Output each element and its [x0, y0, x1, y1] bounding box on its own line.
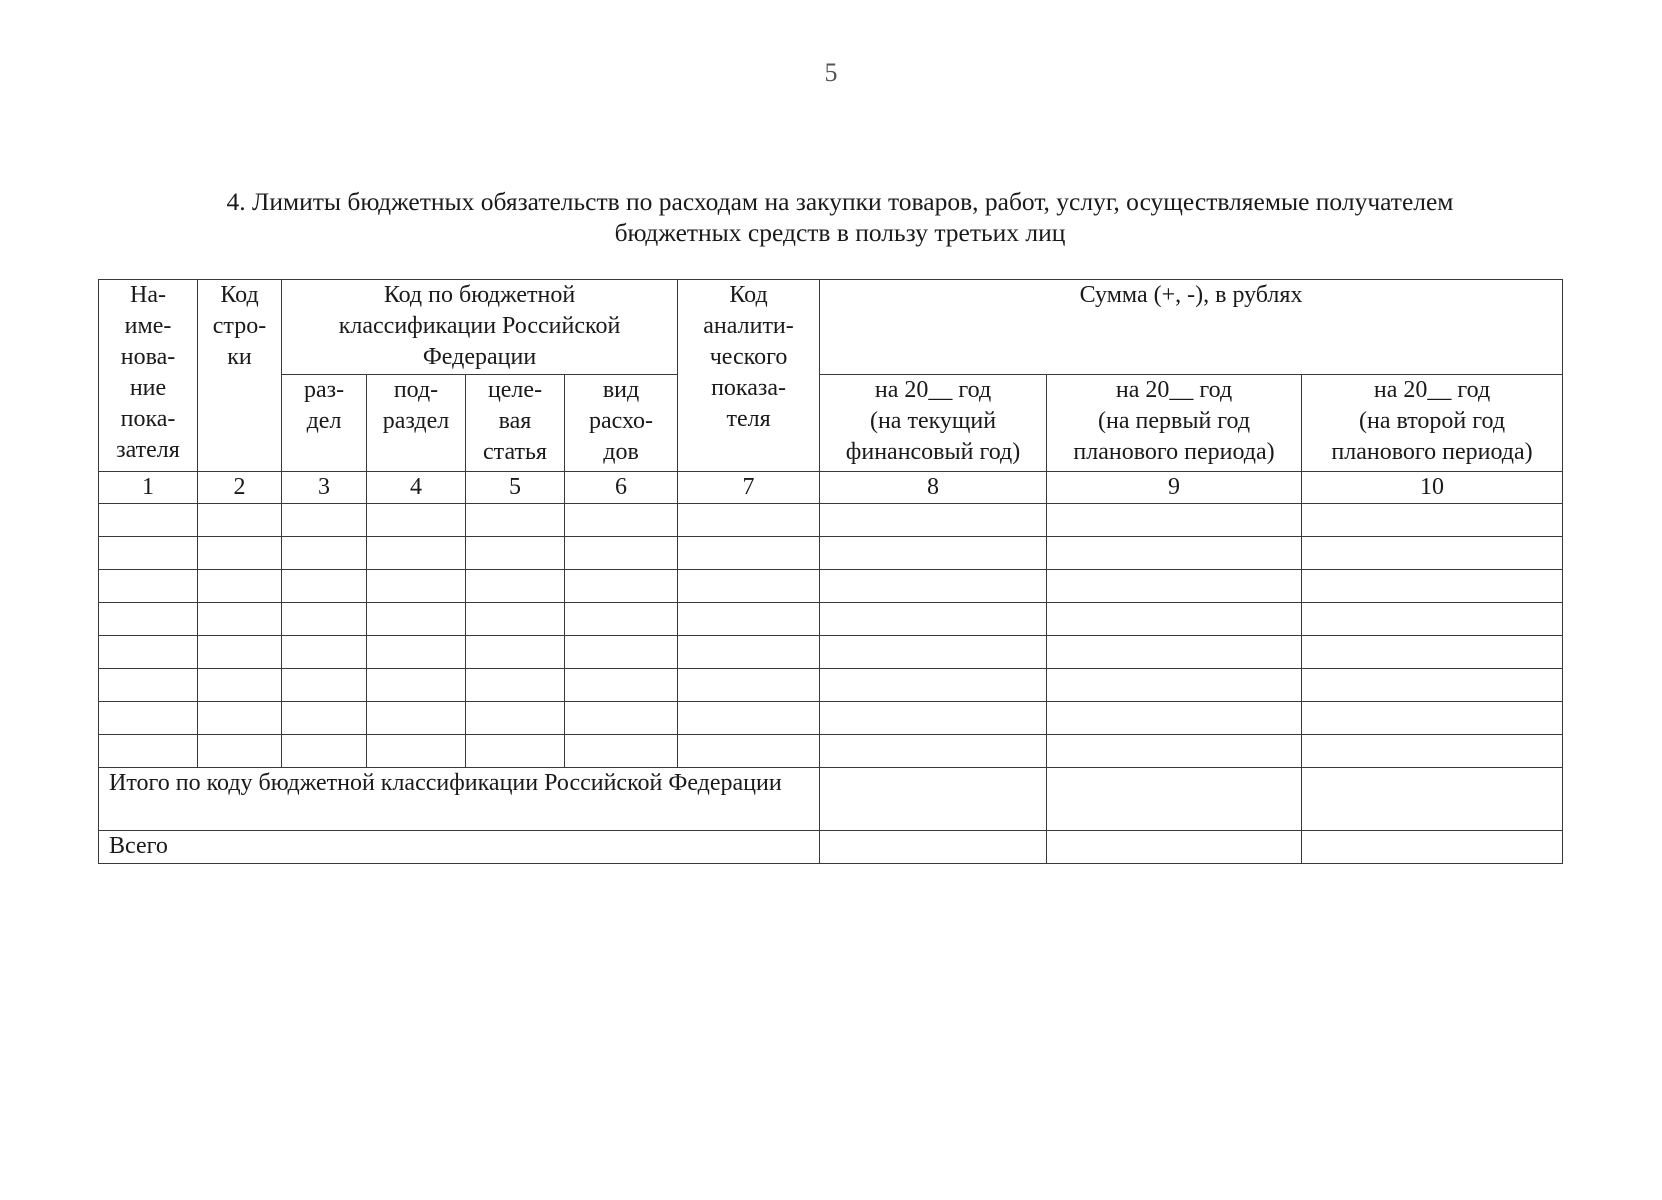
header-line: ки	[227, 344, 252, 370]
table-cell[interactable]	[282, 537, 367, 570]
header-line: ческого	[709, 344, 788, 370]
table-cell[interactable]	[820, 537, 1047, 570]
header-line: пока-	[120, 406, 176, 432]
header-bk-code	[282, 280, 678, 375]
grand-total-label: Всего	[99, 831, 820, 864]
table-cell[interactable]	[820, 669, 1047, 702]
section-title	[100, 186, 1580, 248]
table-row	[99, 702, 1563, 735]
grand-total-cell-current-year[interactable]	[820, 831, 1047, 864]
total-cell-current-year[interactable]	[820, 768, 1047, 831]
table-cell[interactable]	[466, 537, 565, 570]
table-cell[interactable]	[820, 735, 1047, 768]
header-line: Код по бюджетной	[383, 282, 576, 308]
table-cell[interactable]	[282, 636, 367, 669]
table-cell[interactable]	[198, 735, 282, 768]
table-cell[interactable]	[565, 603, 678, 636]
table-cell[interactable]	[99, 504, 198, 537]
table-cell[interactable]	[466, 669, 565, 702]
table-cell[interactable]	[282, 669, 367, 702]
table-cell[interactable]	[565, 669, 678, 702]
table-cell[interactable]	[1047, 504, 1302, 537]
total-bk-label: Итого по коду бюджетной классификации Российской Федерации	[99, 768, 820, 831]
table-row	[99, 735, 1563, 768]
table-cell[interactable]	[198, 702, 282, 735]
table-cell[interactable]	[565, 636, 678, 669]
table-cell[interactable]	[367, 504, 466, 537]
table-cell[interactable]	[1302, 669, 1563, 702]
table-cell[interactable]	[367, 603, 466, 636]
total-cell-first-year[interactable]	[1047, 768, 1302, 831]
table-cell[interactable]	[820, 702, 1047, 735]
header-line: расхо-	[588, 408, 654, 434]
table-cell[interactable]	[198, 636, 282, 669]
table-cell[interactable]	[565, 570, 678, 603]
table-cell[interactable]	[1047, 636, 1302, 669]
table-cell[interactable]	[678, 603, 820, 636]
table-cell[interactable]	[1047, 537, 1302, 570]
column-number: 1	[99, 472, 198, 504]
table-cell[interactable]	[678, 669, 820, 702]
header-section	[282, 375, 367, 472]
section-title-line-1: 4. Лимиты бюджетных обязательств по расходам на закупки товаров, работ, услуг, осуществляемые получателем	[226, 187, 1454, 216]
table-cell[interactable]	[367, 735, 466, 768]
total-bk-row	[99, 768, 1563, 831]
grand-total-row	[99, 831, 1563, 864]
table-cell[interactable]	[1047, 735, 1302, 768]
header-year-current	[820, 375, 1047, 472]
header-subsection	[367, 375, 466, 472]
column-number: 7	[678, 472, 820, 504]
header-line: на 20__ год	[1115, 377, 1233, 403]
table-cell[interactable]	[99, 735, 198, 768]
header-row-code	[198, 280, 282, 472]
header-analytic-code	[678, 280, 820, 472]
table-cell[interactable]	[198, 570, 282, 603]
table-cell[interactable]	[565, 735, 678, 768]
table-cell[interactable]	[1302, 537, 1563, 570]
table-cell[interactable]	[1302, 636, 1563, 669]
limits-table	[98, 279, 1563, 864]
header-line: зателя	[116, 437, 180, 463]
column-number: 3	[282, 472, 367, 504]
table-cell[interactable]	[466, 735, 565, 768]
header-line: вид	[602, 377, 640, 403]
table-cell[interactable]	[1302, 702, 1563, 735]
column-number: 2	[198, 472, 282, 504]
table-cell[interactable]	[820, 570, 1047, 603]
table-cell[interactable]	[1302, 570, 1563, 603]
column-number: 9	[1047, 472, 1302, 504]
table-cell[interactable]	[466, 570, 565, 603]
table-cell[interactable]	[466, 636, 565, 669]
table-cell[interactable]	[282, 702, 367, 735]
header-line: ние	[129, 375, 167, 401]
table-cell[interactable]	[282, 735, 367, 768]
table-cell[interactable]	[99, 537, 198, 570]
table-cell[interactable]	[678, 636, 820, 669]
table-cell[interactable]	[282, 570, 367, 603]
header-line: стро-	[212, 313, 267, 339]
header-line: (на первый год	[1098, 408, 1251, 434]
column-number: 10	[1302, 472, 1563, 504]
header-line: под-	[393, 377, 439, 403]
table-cell[interactable]	[1302, 504, 1563, 537]
table-cell[interactable]	[198, 669, 282, 702]
header-line: вая	[498, 408, 532, 434]
column-number: 5	[466, 472, 565, 504]
header-line: Федерации	[422, 344, 537, 370]
table-cell[interactable]	[1047, 702, 1302, 735]
table-cell[interactable]	[1047, 669, 1302, 702]
header-line: дел	[306, 408, 342, 434]
table-row	[99, 636, 1563, 669]
table-cell[interactable]	[1302, 735, 1563, 768]
header-line: финансовый год)	[845, 439, 1021, 465]
header-line: (на второй год	[1359, 408, 1506, 434]
header-line: статья	[483, 439, 547, 465]
table-cell[interactable]	[282, 504, 367, 537]
header-line: нова-	[120, 344, 176, 370]
table-cell[interactable]	[367, 537, 466, 570]
table-cell[interactable]	[820, 636, 1047, 669]
table-cell[interactable]	[99, 636, 198, 669]
header-line: Код	[729, 282, 768, 308]
header-line: раздел	[382, 408, 450, 434]
table-cell[interactable]	[466, 504, 565, 537]
header-line: (на текущий	[869, 408, 997, 434]
table-cell[interactable]	[678, 702, 820, 735]
table-row	[99, 603, 1563, 636]
header-line: планового периода)	[1331, 439, 1533, 465]
header-line: планового периода)	[1073, 439, 1275, 465]
table-cell[interactable]	[466, 702, 565, 735]
header-line: классификации Российской	[338, 313, 621, 339]
header-sum: Сумма (+, -), в рублях	[820, 280, 1563, 375]
table-cell[interactable]	[198, 504, 282, 537]
table-cell[interactable]	[565, 702, 678, 735]
table-cell[interactable]	[367, 669, 466, 702]
table-cell[interactable]	[820, 603, 1047, 636]
header-line: показа-	[711, 375, 786, 401]
header-line: на 20__ год	[874, 377, 992, 403]
table-row	[99, 537, 1563, 570]
table-cell[interactable]	[820, 504, 1047, 537]
table-row	[99, 570, 1563, 603]
header-line: раз-	[303, 377, 345, 403]
column-numbers-row	[99, 472, 1563, 504]
table-cell[interactable]	[367, 570, 466, 603]
header-line: име-	[124, 313, 172, 339]
table-row	[99, 669, 1563, 702]
table-cell[interactable]	[198, 603, 282, 636]
table-cell[interactable]	[99, 702, 198, 735]
table-cell[interactable]	[565, 537, 678, 570]
table-cell[interactable]	[367, 702, 466, 735]
header-year-first-planned	[1047, 375, 1302, 472]
table-cell[interactable]	[99, 570, 198, 603]
header-line: Код	[220, 282, 259, 308]
table-cell[interactable]	[99, 603, 198, 636]
table-cell[interactable]	[678, 735, 820, 768]
table-cell[interactable]	[367, 636, 466, 669]
header-expense-type	[565, 375, 678, 472]
table-cell[interactable]	[1047, 603, 1302, 636]
header-line: На-	[130, 282, 166, 308]
table-cell[interactable]	[678, 570, 820, 603]
column-number: 6	[565, 472, 678, 504]
table-cell[interactable]	[99, 669, 198, 702]
table-cell[interactable]	[282, 603, 367, 636]
grand-total-cell-second-year[interactable]	[1302, 831, 1563, 864]
header-year-second-planned	[1302, 375, 1563, 472]
header-indicator-name	[99, 280, 198, 472]
table-cell[interactable]	[678, 504, 820, 537]
column-number: 8	[820, 472, 1047, 504]
table-cell[interactable]	[1302, 603, 1563, 636]
section-title-line-2: бюджетных средств в пользу третьих лиц	[614, 218, 1066, 247]
column-number: 4	[367, 472, 466, 504]
header-line: дов	[603, 439, 639, 465]
table-cell[interactable]	[198, 537, 282, 570]
table-cell[interactable]	[565, 504, 678, 537]
table-cell[interactable]	[678, 537, 820, 570]
total-cell-second-year[interactable]	[1302, 768, 1563, 831]
header-line: аналити-	[703, 313, 794, 339]
header-line: теля	[726, 406, 771, 432]
header-line: целе-	[487, 377, 543, 403]
header-line: на 20__ год	[1373, 377, 1491, 403]
grand-total-cell-first-year[interactable]	[1047, 831, 1302, 864]
page-number: 5	[824, 58, 838, 87]
table-row	[99, 504, 1563, 537]
header-target-item	[466, 375, 565, 472]
table-cell[interactable]	[1047, 570, 1302, 603]
table-cell[interactable]	[466, 603, 565, 636]
